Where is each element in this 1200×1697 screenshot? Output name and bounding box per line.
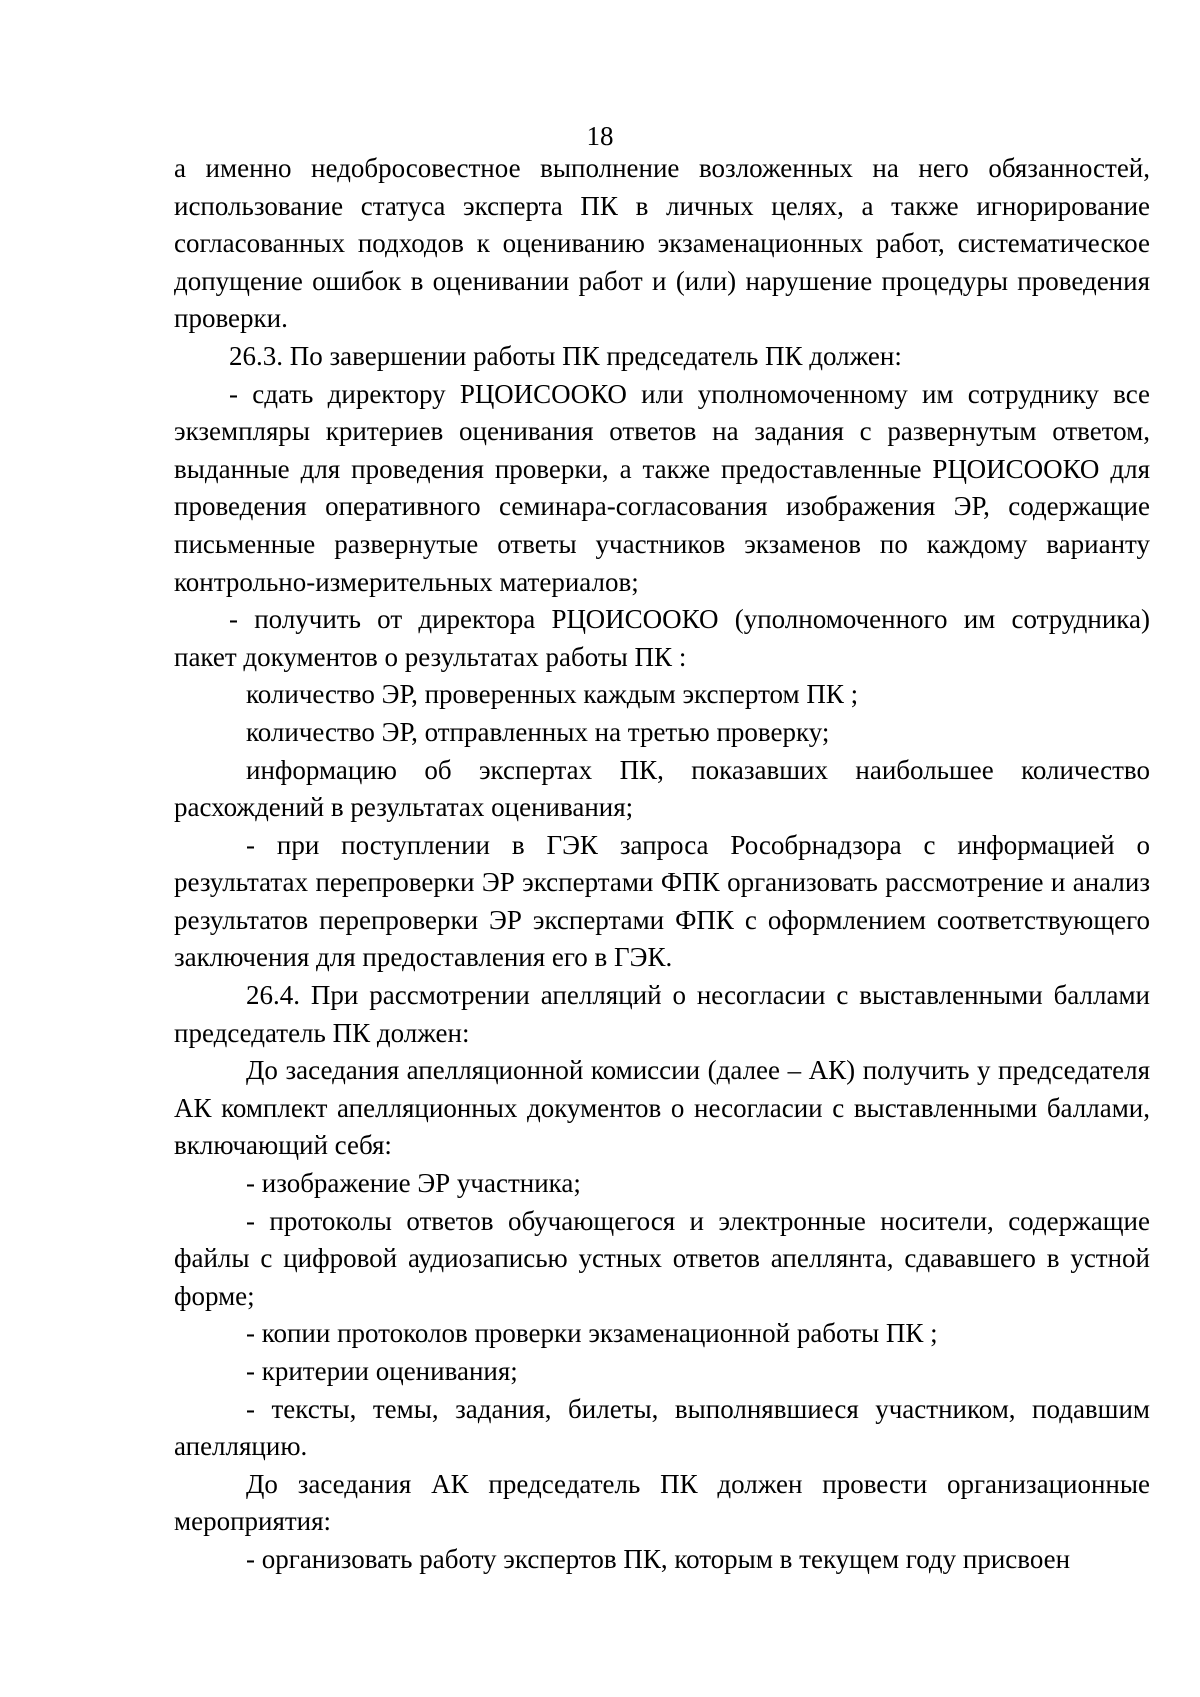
list-item: - организовать работу экспертов ПК, которым в текущем году присвоен (246, 1543, 1071, 1574)
section-heading-26-3: 26.3. По завершении работы ПК председатель ПК должен: (229, 340, 902, 371)
paragraph: До заседания АК председатель ПК должен провести организационные мероприятия: (174, 1468, 1150, 1537)
list-item: - критерии оценивания; (246, 1356, 518, 1386)
paragraph: а именно недобросовестное выполнение возложенных на него обязанностей, использование статуса эксперта ПК в личных целях, а также игнорирование согласованных подходов к оцениванию экзаменационных работ, систематическое допущение ошибок в оценивании работ и (или) нарушение процедуры проведения проверки. (174, 153, 1150, 334)
list-item: - при поступлении в ГЭК запроса Рособрнадзора с информацией о результатах перепроверки ЭР экспертами ФПК организовать рассмотрение и анализ результатов перепроверки ЭР экспертами ФПК с оформлением соответствующего заключения для предоставления его в ГЭК. (174, 829, 1150, 973)
list-item: количество ЭР, проверенных каждым экспертом ПК ; (246, 679, 859, 710)
section-heading-26-4: 26.4. При рассмотрении апелляций о несогласии с выставленными баллами председатель ПК должен: (174, 980, 1150, 1048)
document-body (174, 150, 1150, 1579)
list-item: - сдать директору РЦОИСООКО или уполномоченному им сотруднику все экземпляры критериев оценивания ответов на задания с развернутым ответом, выданные для проведения проверки, а также предоставленные РЦОИСООКО для проведения оперативного семинара-согласования изображения ЭР, содержащие письменные развернутые ответы участников экзаменов по каждому варианту контрольно-измерительных материалов; (174, 378, 1150, 597)
list-item: информацию об экспертах ПК, показавших наибольшее количество расхождений в результатах оценивания; (174, 754, 1150, 823)
list-item: - копии протоколов проверки экзаменационной работы ПК ; (246, 1318, 938, 1349)
page-number: 18 (586, 121, 614, 151)
list-item: - изображение ЭР участника; (246, 1168, 581, 1199)
paragraph: До заседания апелляционной комиссии (далее – АК) получить у председателя АК комплект апелляционных документов о несогласии с выставленными баллами, включающий себя: (174, 1055, 1150, 1161)
list-item: - получить от директора РЦОИСООКО (уполномоченного им сотрудника) пакет документов о результатах работы ПК : (174, 604, 1150, 672)
list-item: - тексты, темы, задания, билеты, выполнявшиеся участником, подавшим апелляцию. (174, 1393, 1150, 1462)
list-item: количество ЭР, отправленных на третью проверку; (246, 716, 830, 747)
list-item: - протоколы ответов обучающегося и электронные носители, содержащие файлы с цифровой аудиозаписью устных ответов апеллянта, сдававшего в устной форме; (174, 1205, 1150, 1311)
